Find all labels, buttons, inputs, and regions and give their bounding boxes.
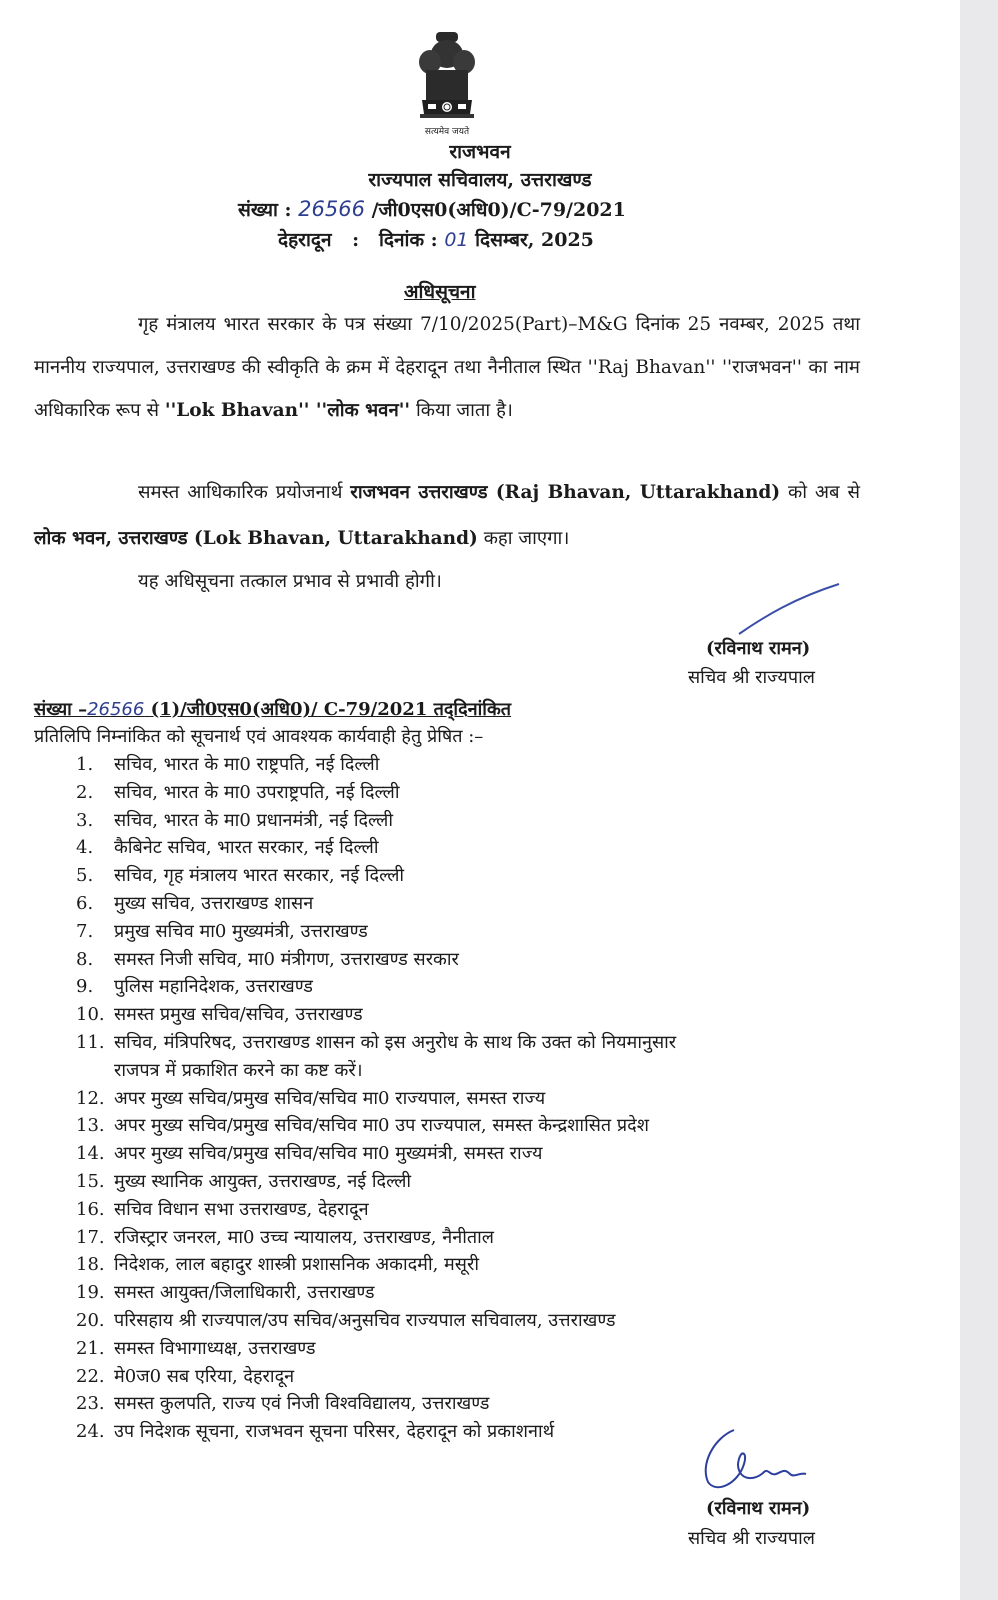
copy-recipient-item [76, 1225, 494, 1249]
copy-number-label: संख्या – [34, 699, 88, 720]
copy-recipient-item-continued [114, 1058, 363, 1082]
copy-recipient-item [76, 1141, 542, 1165]
place: देहरादून [278, 229, 332, 251]
item-text: सचिव, भारत के मा0 प्रधानमंत्री, नई दिल्ली [114, 809, 394, 831]
item-number: 18. [76, 1254, 105, 1276]
item-number: 9. [76, 976, 94, 998]
item-number: 17. [76, 1226, 105, 1248]
item-text: सचिव, मंत्रिपरिषद, उत्तराखण्ड शासन को इस अनुरोध के साथ कि उक्त को नियमानुसार [114, 1032, 677, 1053]
date-rest: दिसम्बर, 2025 [475, 229, 594, 251]
item-text: सचिव, भारत के मा0 राष्ट्रपति, नई दिल्ली [114, 754, 380, 775]
item-text-continued: राजपत्र में प्रकाशित करने का कष्ट करें। [114, 1059, 363, 1081]
copy-recipient-item [76, 1252, 479, 1276]
reference-number [238, 196, 626, 222]
copy-recipient-item [76, 1336, 315, 1360]
copy-recipient-item [76, 808, 393, 832]
item-number: 3. [76, 809, 94, 831]
para2-end: कहा जाएगा। [477, 528, 570, 549]
new-name-bold: लोक भवन, उत्तराखण्ड (Lok Bhavan, Uttarakhand) [34, 528, 478, 549]
item-number: 22. [76, 1365, 105, 1387]
item-text: अपर मुख्य सचिव/प्रमुख सचिव/सचिव मा0 राज्यपाल, समस्त राज्य [114, 1087, 546, 1109]
notice-title: अधिसूचना [404, 281, 476, 303]
copy-recipient-item [76, 1364, 294, 1388]
item-number: 12. [76, 1087, 105, 1109]
copy-intro: प्रतिलिपि निम्नांकित को सूचनार्थ एवं आवश्यक कार्यवाही हेतु प्रेषित :– [34, 726, 484, 747]
item-number: 10. [76, 1004, 105, 1026]
copy-recipient-item [76, 835, 379, 859]
item-text: परिसहाय श्री राज्यपाल/उप सचिव/अनुसचिव राज्यपाल सचिवालय, उत्तराखण्ड [114, 1310, 616, 1331]
item-text: कैबिनेट सचिव, भारत सरकार, नई दिल्ली [114, 837, 379, 859]
item-number: 8. [76, 948, 94, 970]
notice-paragraph-1 [34, 303, 860, 432]
item-text: समस्त विभागाध्यक्ष, उत्तराखण्ड [114, 1337, 316, 1359]
item-number: 4. [76, 837, 94, 859]
para1-text: गृह मंत्रालय भारत सरकार के पत्र संख्या 7/10/2025(Part)–M&G दिनांक 25 नवम्बर, 2025 तथा माननीय राज्यपाल, उत्तराखण्ड की स्वीकृति के क्रम में देहरादून तथा नैनीताल स्थित ''Raj Bhavan'' ''राजभवन'' का नाम अधिकारिक रूप से [34, 314, 860, 421]
item-number: 13. [76, 1115, 105, 1137]
para1-end: किया जाता है। [410, 400, 513, 421]
item-text: मुख्य सचिव, उत्तराखण्ड शासन [114, 893, 314, 914]
item-text: समस्त आयुक्त/जिलाधिकारी, उत्तराखण्ड [114, 1282, 375, 1304]
emblem-motto: सत्यमेव जयते [424, 127, 470, 137]
item-text: सचिव, भारत के मा0 उपराष्ट्रपति, नई दिल्ली [114, 781, 400, 803]
item-number: 15. [76, 1171, 105, 1192]
secretariat-title: राज्यपाल सचिवालय, उत्तराखण्ड [368, 169, 592, 191]
copy-recipient-item [76, 891, 313, 915]
copy-recipient-item [76, 1030, 676, 1054]
copy-reference-number [34, 697, 511, 721]
item-number: 16. [76, 1198, 105, 1220]
item-text: रजिस्ट्रार जनरल, मा0 उच्च न्यायालय, उत्तराखण्ड, नैनीताल [114, 1226, 494, 1248]
item-text: समस्त कुलपति, राज्य एवं निजी विश्वविद्यालय, उत्तराखण्ड [114, 1393, 490, 1415]
copy-recipient-item [76, 780, 399, 804]
copy-recipient-item [76, 1308, 616, 1332]
copy-recipient-item [76, 1197, 369, 1221]
item-number: 14. [76, 1143, 105, 1165]
signatory-name-2: (रविनाथ रामन) [706, 1498, 811, 1519]
number-suffix: /जी0एस0(अधि0)/C-79/2021 [371, 199, 626, 221]
signature-stroke-1 [735, 578, 845, 638]
copy-recipient-item [76, 1280, 375, 1304]
para2-mid: को अब से [780, 482, 860, 503]
new-name: ''Lok Bhavan'' ''लोक भवन'' [164, 400, 411, 421]
place-date [278, 226, 594, 252]
item-text: सचिव, गृह मंत्रालय भारत सरकार, नई दिल्ली [114, 865, 405, 887]
notice-paragraph-2 [34, 470, 860, 562]
number-label: संख्या : [238, 199, 292, 221]
item-text: पुलिस महानिदेशक, उत्तराखण्ड [114, 976, 313, 998]
item-number: 11. [76, 1032, 105, 1053]
emblem-icon [412, 28, 482, 128]
item-number: 2. [76, 781, 94, 803]
item-text: सचिव विधान सभा उत्तराखण्ड, देहरादून [114, 1198, 369, 1220]
copy-recipient-item [76, 1391, 489, 1415]
copy-recipient-item [76, 1002, 363, 1026]
signatory-name-1: (रविनाथ रामन) [706, 638, 811, 659]
copy-recipient-item [76, 1113, 649, 1137]
copy-recipient-item [76, 974, 313, 998]
item-number: 21. [76, 1337, 105, 1359]
copy-recipient-item [76, 1419, 554, 1443]
signature-stroke-2 [694, 1424, 824, 1494]
notice-paragraph-3: यह अधिसूचना तत्काल प्रभाव से प्रभावी होगी। [138, 571, 442, 592]
copy-recipient-item [76, 919, 368, 943]
copy-handwritten-number: 26566 [87, 699, 145, 720]
copy-recipient-item [76, 863, 404, 887]
para2-text: समस्त आधिकारिक प्रयोजनार्थ [138, 482, 351, 503]
item-number: 1. [76, 754, 94, 775]
handwritten-date-day: 01 [444, 229, 469, 251]
signatory-designation-2: सचिव श्री राज्यपाल [688, 1528, 815, 1549]
item-text: मुख्य स्थानिक आयुक्त, उत्तराखण्ड, नई दिल्ली [114, 1171, 412, 1192]
copy-recipient-item [76, 947, 459, 971]
handwritten-number: 26566 [298, 197, 365, 221]
item-text: उप निदेशक सूचना, राजभवन सूचना परिसर, देहरादून को प्रकाशनार्थ [114, 1421, 555, 1443]
item-number: 24. [76, 1421, 105, 1443]
item-text: समस्त प्रमुख सचिव/सचिव, उत्तराखण्ड [114, 1004, 363, 1026]
item-text: अपर मुख्य सचिव/प्रमुख सचिव/सचिव मा0 उप राज्यपाल, समस्त केन्द्रशासित प्रदेश [114, 1115, 649, 1137]
office-title: राजभवन [449, 141, 511, 163]
item-number: 6. [76, 893, 94, 914]
item-number: 23. [76, 1393, 105, 1415]
item-number: 5. [76, 865, 94, 887]
item-text: समस्त निजी सचिव, मा0 मंत्रीगण, उत्तराखण्ड सरकार [114, 948, 459, 970]
item-text: प्रमुख सचिव मा0 मुख्यमंत्री, उत्तराखण्ड [114, 920, 368, 942]
item-number: 19. [76, 1282, 105, 1304]
copy-recipient-item [76, 1169, 411, 1193]
copy-recipient-item [76, 752, 379, 776]
item-text: मे0ज0 सब एरिया, देहरादून [114, 1365, 295, 1387]
date-label: : दिनांक : [352, 229, 438, 251]
item-text: निदेशक, लाल बहादुर शास्त्री प्रशासनिक अकादमी, मसूरी [114, 1254, 480, 1276]
item-number: 20. [76, 1310, 105, 1331]
old-name-bold: राजभवन उत्तराखण्ड (Raj Bhavan, Uttarakhand) [350, 482, 781, 503]
item-number: 7. [76, 920, 94, 942]
copy-number-suffix: (1)/जी0एस0(अधि0)/ C-79/2021 तद्‌दिनांकित [150, 699, 512, 720]
copy-recipient-item [76, 1086, 545, 1110]
signatory-designation-1: सचिव श्री राज्यपाल [688, 667, 815, 688]
item-text: अपर मुख्य सचिव/प्रमुख सचिव/सचिव मा0 मुख्यमंत्री, समस्त राज्य [114, 1143, 543, 1165]
